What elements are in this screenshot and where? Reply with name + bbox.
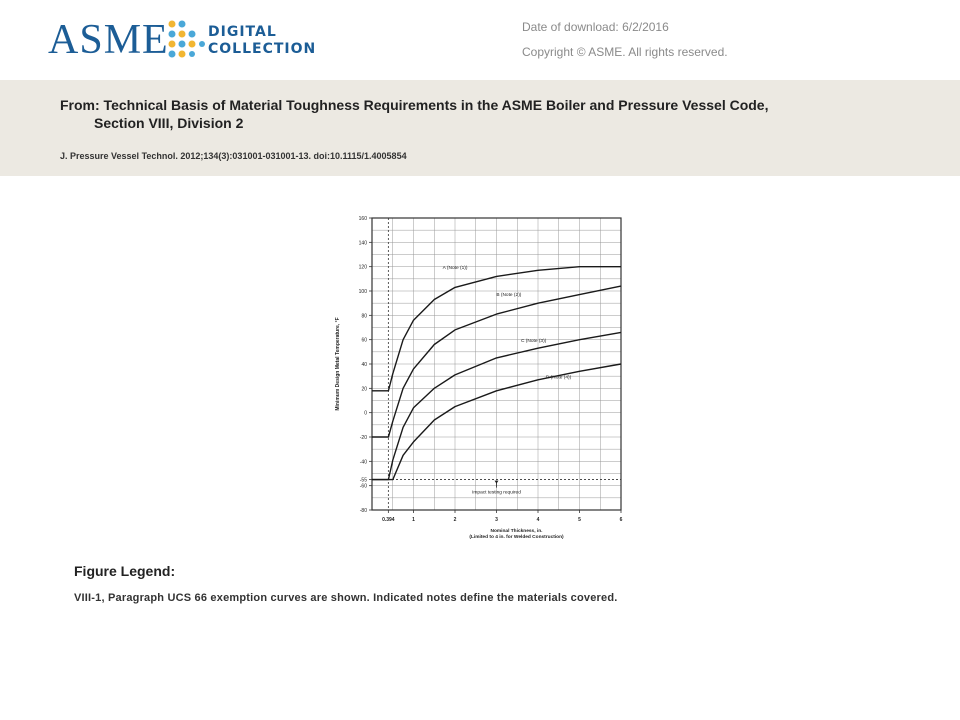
annotation-arrow-head <box>495 481 499 484</box>
x-tick-label: 4 <box>536 517 540 523</box>
asme-logo <box>48 10 328 74</box>
article-title-line1: From: Technical Basis of Material Toughness Requirements in the ASME Boiler and Pressure Vessel Code, <box>60 97 769 113</box>
x-tick-label: 0.394 <box>382 517 395 523</box>
x-tick-label: 2 <box>453 517 457 523</box>
y-tick-label: -60 <box>359 483 367 490</box>
y-axis-label: Minimum Design Metal Temperature, °F <box>335 317 341 411</box>
y-tick-label: 120 <box>358 264 367 271</box>
x-tick-label: 1 <box>412 517 415 523</box>
y-tick-label: 20 <box>361 386 367 393</box>
figure-legend-text: VIII-1, Paragraph UCS 66 exemption curves are shown. Indicated notes define the materials covered. <box>74 592 618 604</box>
logo-asme-text: ASME <box>48 17 169 63</box>
article-citation[interactable]: J. Pressure Vessel Technol. 2012;134(3):031001-031001-13. doi:10.1115/1.4005854 <box>60 151 407 161</box>
y-tick-label: 160 <box>358 216 367 222</box>
series-label: C (Note (3)) <box>520 339 547 345</box>
x-axis-sublabel: (Limited to 4 in. for Welded Construction) <box>469 535 564 540</box>
y-tick-label: 140 <box>358 240 367 247</box>
y-tick-label: -20 <box>359 435 367 441</box>
series-label: A (Note (1)) <box>442 266 468 272</box>
y-tick-label: -80 <box>359 508 367 514</box>
figure-legend-heading: Figure Legend: <box>74 563 176 579</box>
logo-collection-text: COLLECTION <box>208 41 317 57</box>
series-label: B (Note (2)) <box>496 292 522 298</box>
y-tick-label: 0 <box>364 410 367 417</box>
x-tick-label: 6 <box>619 517 623 523</box>
y-tick-label: 80 <box>361 313 367 320</box>
x-axis-label: Nominal Thickness, in. <box>490 529 543 534</box>
x-tick-label: 3 <box>495 517 498 523</box>
logo-dots-icon <box>166 18 206 64</box>
download-date: Date of download: 6/2/2016 <box>522 20 669 34</box>
annotation-label: Impact testing required <box>472 490 521 496</box>
y-tick-label: -55 <box>359 477 367 484</box>
exemption-curves-chart <box>326 210 626 542</box>
y-tick-label: -40 <box>359 459 367 466</box>
article-title-line2: Section VIII, Division 2 <box>94 115 244 131</box>
series-label: D (Note (4)) <box>545 375 572 381</box>
y-tick-label: 100 <box>358 289 367 295</box>
y-tick-label: 40 <box>361 362 367 368</box>
logo-digital-text: DIGITAL <box>208 24 277 40</box>
x-tick-label: 5 <box>578 517 581 523</box>
y-tick-label: 60 <box>361 337 367 344</box>
copyright-notice: Copyright © ASME. All rights reserved. <box>522 45 728 59</box>
